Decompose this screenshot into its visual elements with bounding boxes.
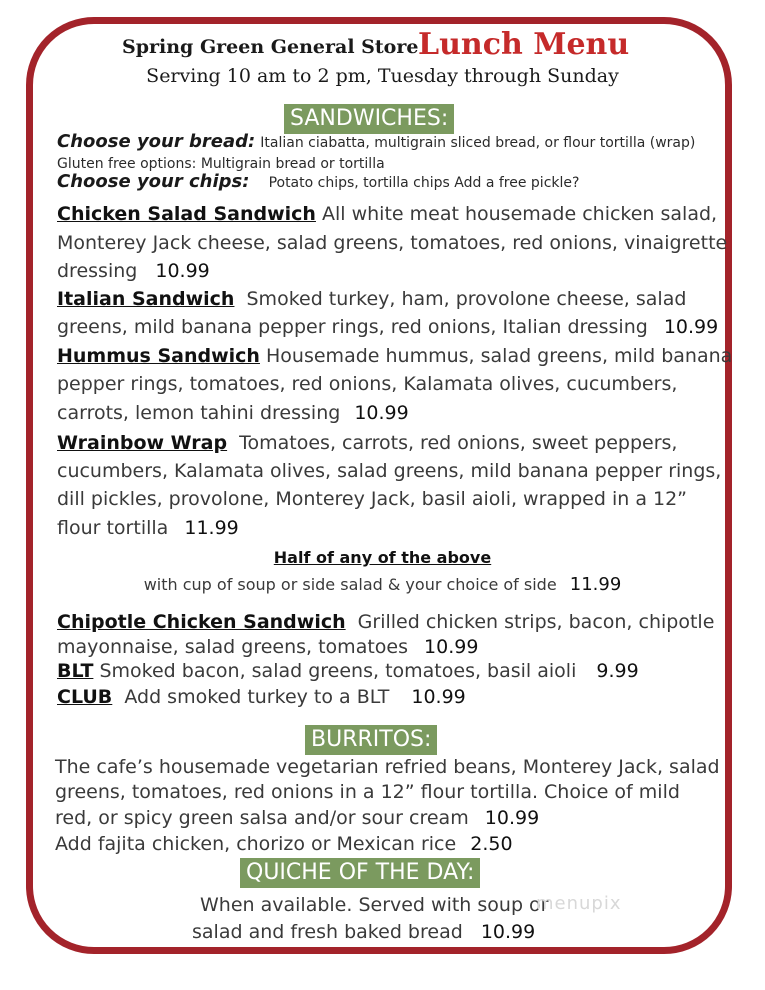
menu-item-blt xyxy=(57,657,639,685)
menu-item-chicken-salad xyxy=(57,200,717,228)
item-description: Smoked bacon, salad greens, tomatoes, basil aioli xyxy=(99,660,577,682)
watermark: menupix xyxy=(536,893,622,914)
burrito-description-line: greens, tomatoes, red onions in a 12” flour tortilla. Choice of mild xyxy=(55,781,680,803)
bread-label: Choose your bread: xyxy=(57,131,256,152)
menu-item-wrainbow-wrap xyxy=(57,429,677,457)
item-price: 9.99 xyxy=(596,660,639,682)
item-name: Hummus Sandwich xyxy=(57,345,260,367)
item-description: flour tortilla xyxy=(57,517,169,539)
item-description: Housemade hummus, salad greens, mild banana xyxy=(266,345,733,367)
item-price: 10.99 xyxy=(480,921,536,943)
quiche-banner: QUICHE OF THE DAY: xyxy=(240,858,480,888)
menu-title: Lunch Menu xyxy=(418,27,630,62)
item-price: 10.99 xyxy=(424,636,479,658)
item-description: Add smoked turkey to a BLT xyxy=(124,686,390,708)
item-description: salad and fresh baked bread xyxy=(192,921,463,943)
half-sandwich-description xyxy=(0,574,765,595)
menu-item-chipotle-chicken xyxy=(57,608,714,636)
item-price: 10.99 xyxy=(484,807,540,829)
item-description-line xyxy=(57,257,210,285)
sandwiches-banner: SANDWICHES: xyxy=(284,104,454,134)
menu-item-italian xyxy=(57,285,686,313)
item-description-line: dill pickles, provolone, Monterey Jack, basil aioli, wrapped in a 12” xyxy=(57,488,688,510)
chips-text: Potato chips, tortilla chips Add a free pickle? xyxy=(268,175,580,191)
half-sandwich-title: Half of any of the above xyxy=(273,548,492,567)
item-name: Chicken Salad Sandwich xyxy=(57,203,316,225)
chips-label: Choose your chips: xyxy=(57,171,250,192)
quiche-description-line: When available. Served with soup or xyxy=(200,894,549,916)
serving-hours: Serving 10 am to 2 pm, Tuesday through Sunday xyxy=(146,65,619,87)
item-name: CLUB xyxy=(57,686,113,708)
item-description: dressing xyxy=(57,260,138,282)
item-description: red, or spicy green salsa and/or sour cream xyxy=(55,807,469,829)
item-price: 10.99 xyxy=(663,316,719,338)
item-description-line: Monterey Jack cheese, salad greens, tomatoes, red onions, vinaigrette xyxy=(57,232,728,254)
item-description: mayonnaise, salad greens, tomatoes xyxy=(57,636,408,658)
item-price: 10.99 xyxy=(354,402,409,424)
item-description-line xyxy=(57,514,239,542)
item-name: Italian Sandwich xyxy=(57,288,235,310)
item-description-line xyxy=(57,313,718,341)
menu-item-hummus xyxy=(57,342,732,370)
item-description: carrots, lemon tahini dressing xyxy=(57,402,341,424)
item-description-line: pepper rings, tomatoes, red onions, Kalamata olives, cucumbers, xyxy=(57,373,678,395)
store-name: Spring Green General Store xyxy=(122,36,419,58)
burrito-description-line xyxy=(55,804,539,832)
burrito-addon xyxy=(55,830,513,858)
bread-options xyxy=(57,131,695,152)
item-price: 11.99 xyxy=(569,574,622,595)
item-price: 10.99 xyxy=(411,686,466,708)
item-price: 11.99 xyxy=(184,517,239,539)
item-description: Add fajita chicken, chorizo or Mexican rice xyxy=(55,833,457,855)
item-name: Wrainbow Wrap xyxy=(57,432,228,454)
gluten-free-options: Gluten free options: Multigrain bread or tortilla xyxy=(57,156,385,172)
item-description-line: cucumbers, Kalamata olives, salad greens, mild banana pepper rings, xyxy=(57,460,722,482)
item-description: All white meat housemade chicken salad, xyxy=(322,203,718,225)
bread-text: Italian ciabatta, multigrain sliced bread, or flour tortilla (wrap) xyxy=(260,135,696,151)
item-description-line xyxy=(57,399,409,427)
item-description: with cup of soup or side salad & your choice of side xyxy=(143,575,557,594)
item-name: BLT xyxy=(57,660,94,682)
menu-item-club xyxy=(57,683,466,711)
chips-options xyxy=(57,171,579,192)
item-description: greens, mild banana pepper rings, red onions, Italian dressing xyxy=(57,316,648,338)
burrito-description-line: The cafe’s housemade vegetarian refried beans, Monterey Jack, salad xyxy=(55,756,720,778)
quiche-description-line xyxy=(192,918,535,946)
burritos-banner: BURRITOS: xyxy=(305,725,437,755)
item-name: Chipotle Chicken Sandwich xyxy=(57,611,346,633)
item-price: 2.50 xyxy=(470,833,513,855)
item-price: 10.99 xyxy=(155,260,210,282)
item-description: Grilled chicken strips, bacon, chipotle xyxy=(357,611,715,633)
item-description: Tomatoes, carrots, red onions, sweet peppers, xyxy=(239,432,678,454)
item-description: Smoked turkey, ham, provolone cheese, salad xyxy=(246,288,687,310)
